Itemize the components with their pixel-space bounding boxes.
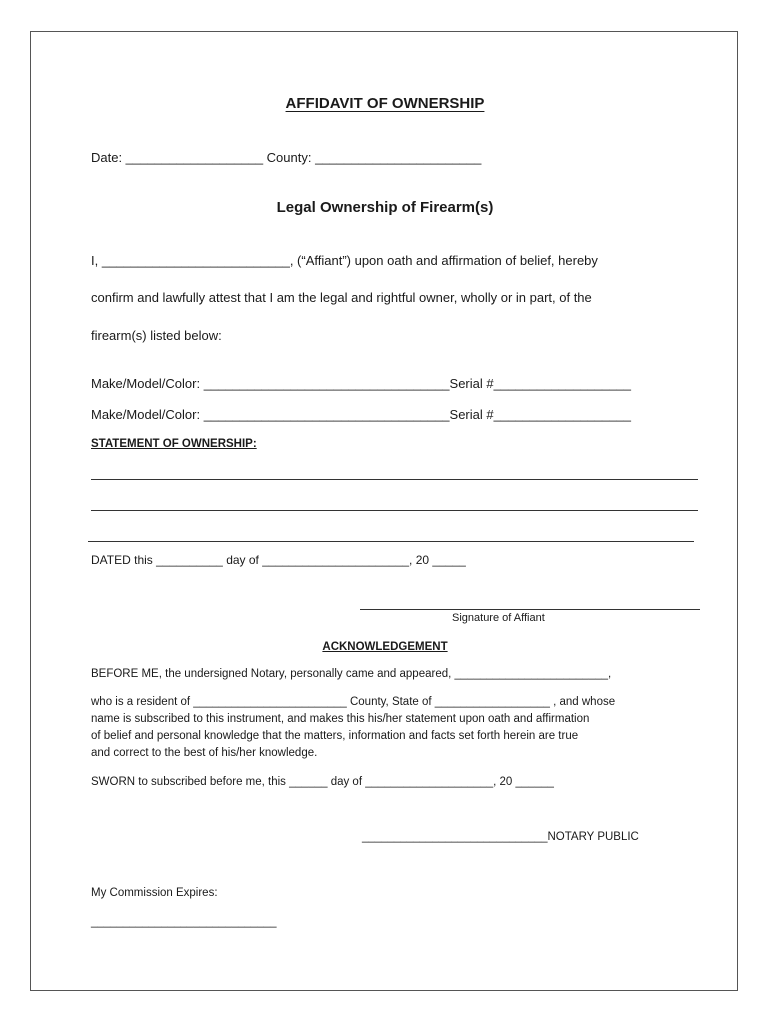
affiant-para-line-1: I, __________________________, (“Affiant”) upon oath and affirmation of belief, hereby	[91, 253, 598, 268]
affiant-signature-line	[360, 609, 700, 610]
notary-public-line: _____________________________NOTARY PUBLIC	[362, 831, 639, 843]
document-subtitle: Legal Ownership of Firearm(s)	[276, 199, 494, 216]
resident-para-line-3: of belief and personal knowledge that the matters, information and facts set forth herein are true	[91, 730, 579, 742]
document-title: AFFIDAVIT OF OWNERSHIP	[285, 95, 485, 112]
statement-line-2	[91, 510, 698, 511]
firearm-line-2: Make/Model/Color: __________________________________Serial #___________________	[91, 407, 631, 422]
acknowledgement-heading: ACKNOWLEDGEMENT	[322, 641, 448, 653]
statement-line-1	[91, 479, 698, 480]
commission-label: My Commission Expires:	[91, 887, 218, 899]
statement-heading: STATEMENT OF OWNERSHIP:	[91, 438, 257, 450]
before-me-line: BEFORE ME, the undersigned Notary, personally came and appeared, ________________________,	[91, 668, 612, 680]
resident-para-line-1: who is a resident of ________________________ County, State of __________________ , and whose	[91, 696, 616, 708]
resident-para-line-4: and correct to the best of his/her knowledge.	[91, 747, 318, 759]
affiant-para-line-2: confirm and lawfully attest that I am the legal and rightful owner, wholly or in part, of the	[91, 290, 592, 305]
statement-line-3	[88, 541, 694, 542]
page-border	[30, 31, 738, 991]
sworn-line: SWORN to subscribed before me, this ______ day of ____________________, 20 ______	[91, 776, 554, 788]
date-county-line: Date: ___________________ County: _______________________	[91, 150, 482, 165]
commission-blank: _____________________________	[91, 916, 277, 928]
firearm-line-1: Make/Model/Color: __________________________________Serial #___________________	[91, 376, 631, 391]
signature-caption: Signature of Affiant	[452, 612, 545, 624]
affiant-para-line-3: firearm(s) listed below:	[91, 328, 222, 343]
dated-line: DATED this __________ day of ______________________, 20 _____	[91, 553, 466, 567]
resident-para-line-2: name is subscribed to this instrument, and makes this his/her statement upon oath and affirmation	[91, 713, 590, 725]
